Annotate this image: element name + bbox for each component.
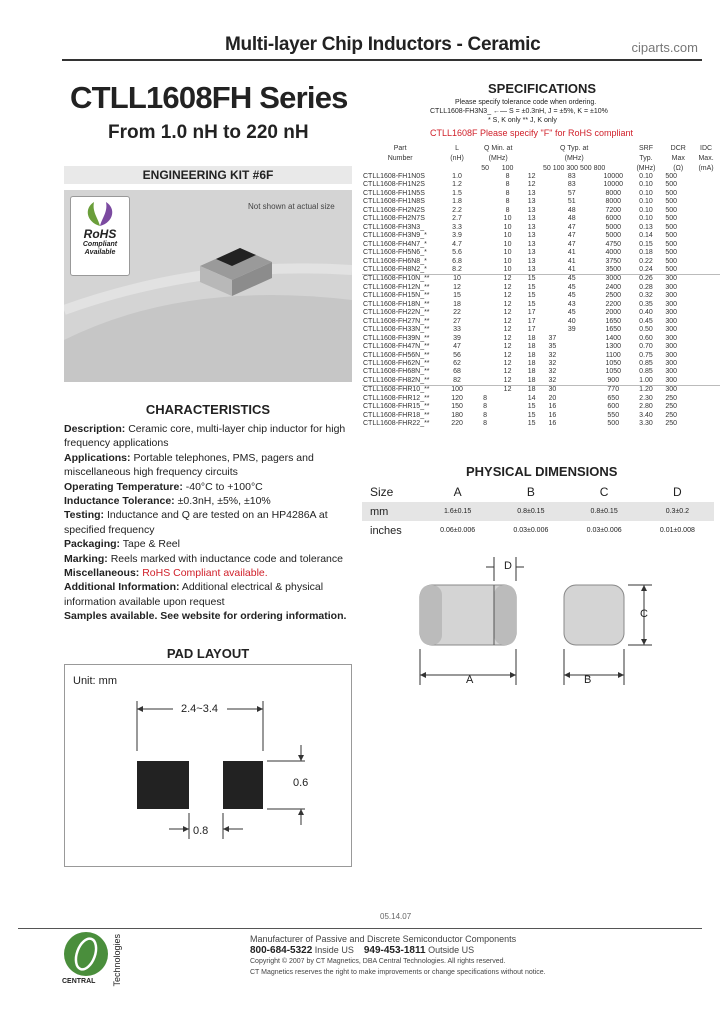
spec-header-row-2: Number (nH) (MHz) (MHz) Typ. Max Max. bbox=[387, 155, 714, 162]
spec-rohs-note: CTLL1608F Please specify "F" for RoHS compliant bbox=[430, 128, 633, 138]
specifications-table bbox=[362, 143, 720, 429]
spec-note-tolerance: Please specify tolerance code when ordering. bbox=[455, 99, 597, 106]
spec-row: CTLL1608-FH6N8_* 6.8 10 13 41 3750 0.22 500 bbox=[363, 257, 678, 265]
spec-row: CTLL1608-FH27N_** 27 12 17 40 1650 0.45 300 bbox=[363, 317, 678, 325]
physical-dimensions-table bbox=[362, 482, 714, 540]
spec-row: CTLL1608-FH56N_** 56 12 18 32 1100 0.75 300 bbox=[363, 351, 678, 359]
engineering-kit-label: ENGINEERING KIT #6F bbox=[64, 166, 352, 184]
spec-row: CTLL1608-FHR18_** 180 8 15 16 550 3.40 250 bbox=[363, 411, 678, 419]
spec-row: CTLL1608-FH12N_** 12 12 15 45 2400 0.28 300 bbox=[363, 283, 678, 291]
characteristics-list bbox=[64, 422, 354, 624]
spec-row: CTLL1608-FH2N7S 2.7 10 13 48 6000 0.10 500 bbox=[363, 215, 678, 223]
rohs-title: RoHS bbox=[83, 227, 117, 241]
pad-height-dim: 0.6 bbox=[293, 777, 309, 789]
spec-row: CTLL1608-FH82N_** 82 12 18 32 900 1.00 300 bbox=[363, 376, 678, 384]
spec-row: CTLL1608-FH5N6_* 5.6 10 13 41 4000 0.18 500 bbox=[363, 249, 678, 257]
physical-dimensions-heading: PHYSICAL DIMENSIONS bbox=[466, 464, 618, 479]
spec-row: CTLL1608-FH39N_** 39 12 18 37 1400 0.60 300 bbox=[363, 334, 678, 342]
spec-row: CTLL1608-FH18N_** 18 12 15 43 2200 0.35 300 bbox=[363, 300, 678, 308]
spec-row: CTLL1608-FH3N9_* 3.9 10 13 47 5000 0.14 500 bbox=[363, 232, 678, 240]
spec-row: CTLL1608-FH62N_** 62 12 18 32 1050 0.85 300 bbox=[363, 359, 678, 367]
page-header-title: Multi-layer Chip Inductors - Ceramic bbox=[225, 34, 541, 55]
spec-row: CTLL1608-FHR15_** 150 8 15 16 600 2.80 250 bbox=[363, 403, 678, 411]
pad-layout-diagram bbox=[64, 664, 352, 867]
spec-note-asterisks: * S, K only ** J, K only bbox=[488, 117, 557, 124]
spec-row: CTLL1608-FH2N2S 2.2 8 13 48 7200 0.10 500 bbox=[363, 206, 678, 214]
logo-vertical-text: Technologies bbox=[112, 934, 122, 987]
spec-row: CTLL1608-FH47N_** 47 12 18 35 1300 0.70 300 bbox=[363, 343, 678, 351]
header-url[interactable]: ciparts.com bbox=[631, 40, 698, 55]
spec-row: CTLL1608-FH10N_** 10 12 15 45 3000 0.26 300 bbox=[362, 275, 720, 284]
rohs-available: Available bbox=[84, 249, 116, 256]
logo-text: CENTRAL bbox=[62, 978, 96, 985]
spec-row: CTLL1608-FHR10_** 100 12 18 30 770 1.20 300 bbox=[362, 386, 720, 395]
spec-row: CTLL1608-FH1N5S 1.5 8 13 57 8000 0.10 500 bbox=[363, 189, 678, 197]
char-marking: Marking: Reels marked with inductance code and tolerance bbox=[64, 552, 343, 565]
char-misc: Miscellaneous: RoHS Compliant available. bbox=[64, 567, 268, 580]
dim-label-d: D bbox=[504, 560, 512, 572]
dim-label-a: A bbox=[466, 674, 474, 686]
char-testing: Testing: Inductance and Q are tested on an HP4286A at specified frequency bbox=[64, 509, 328, 536]
samples-note: Samples available. See website for ordering information. bbox=[64, 610, 347, 623]
phone-inside-us[interactable]: 800-684-5322 bbox=[250, 945, 313, 956]
photo-scale-note: Not shown at actual size bbox=[248, 202, 335, 211]
pad-width-dim: 2.4~3.4 bbox=[181, 703, 219, 715]
char-additional: Additional Information: Additional electrical & physical information available upon request bbox=[64, 581, 324, 608]
pad-unit: Unit: mm bbox=[73, 675, 117, 687]
spec-row: CTLL1608-FH68N_** 68 12 18 32 1050 0.85 300 bbox=[363, 368, 678, 376]
char-packaging: Packaging: Tape & Reel bbox=[64, 538, 180, 551]
spec-row: CTLL1608-FH8N2_* 8.2 10 13 41 3500 0.24 500 bbox=[363, 265, 678, 273]
spec-row: CTLL1608-FH22N_** 22 12 17 45 2000 0.40 300 bbox=[363, 309, 678, 317]
dim-label-c: C bbox=[640, 608, 648, 620]
spec-row: CTLL1608-FH3N3_ 3.3 10 13 47 5000 0.13 500 bbox=[363, 223, 678, 231]
specifications-heading: SPECIFICATIONS bbox=[488, 81, 597, 96]
footer-divider bbox=[18, 928, 702, 929]
characteristics-heading: CHARACTERISTICS bbox=[145, 402, 271, 417]
spec-body bbox=[362, 173, 720, 429]
rohs-compliant: Compliant bbox=[82, 241, 118, 248]
spec-row: CTLL1608-FH1N2S 1.2 8 12 83 10000 0.10 500 bbox=[363, 181, 678, 189]
spec-row: CTLL1608-FHR22_** 220 8 15 16 500 3.30 250 bbox=[363, 420, 678, 428]
dim-label-b: B bbox=[584, 674, 592, 686]
spec-row: CTLL1608-FH4N7_* 4.7 10 13 47 4750 0.15 500 bbox=[363, 240, 678, 248]
char-operating-temp: Operating Temperature: -40°C to +100°C bbox=[64, 480, 263, 493]
inductance-range: From 1.0 nH to 220 nH bbox=[108, 122, 309, 143]
spec-row: CTLL1608-FH1N8S 1.8 8 13 51 8000 0.10 500 bbox=[363, 198, 678, 206]
phys-inches-row: inches 0.06±0.006 0.03±0.006 0.03±0.006 0.01±0.008 bbox=[362, 521, 714, 540]
pad-gap-dim: 0.8 bbox=[193, 825, 209, 837]
footer-info: Manufacturer of Passive and Discrete Semiconductor Components 800-684-5322 Inside US 949-453-1811 Outside US Copyright © 2007 by CT Magnetics, DBA Central Technologies. All rights reserved. CT Magnetics reserves the right to make improvements or change specifications without notice. bbox=[250, 934, 546, 976]
chip-inductor-image bbox=[196, 244, 274, 298]
spec-header-row-3: 50 100 50 100 300 500 800 (MHz) (Ω) (mA) bbox=[481, 165, 714, 172]
pad-layout-heading: PAD LAYOUT bbox=[166, 646, 250, 661]
spec-row: CTLL1608-FH33N_** 33 12 17 39 1650 0.50 300 bbox=[363, 326, 678, 334]
phys-header-row: Size A B C D bbox=[370, 485, 682, 499]
physical-dimensions-drawing bbox=[362, 545, 714, 695]
spec-row: CTLL1608-FHR12_** 120 8 14 20 650 2.30 250 bbox=[363, 394, 678, 402]
char-tolerance: Inductance Tolerance: ±0.3nH, ±5%, ±10% bbox=[64, 495, 271, 508]
logo-swirl bbox=[64, 932, 108, 976]
leaf-icon bbox=[80, 200, 120, 228]
phone-outside-us[interactable]: 949-453-1811 bbox=[363, 945, 426, 956]
spec-row: CTLL1608-FH15N_** 15 12 15 45 2500 0.32 300 bbox=[363, 292, 678, 300]
phys-mm-row: mm 1.6±0.15 0.8±0.15 0.8±0.15 0.3±0.2 bbox=[362, 502, 714, 521]
rohs-badge bbox=[70, 196, 130, 276]
char-applications: Applications: Portable telephones, PMS, pagers and miscellaneous high frequency circuits bbox=[64, 451, 314, 479]
central-logo-icon bbox=[64, 932, 108, 976]
spec-header-row-1: Part L Q Min. at Q Typ. at SRF DCR IDC bbox=[393, 145, 713, 152]
series-title: CTLL1608FH Series bbox=[70, 80, 348, 115]
char-description: Description: Ceramic core, multi-layer chip inductor for high frequency applications bbox=[64, 423, 346, 450]
spec-note-codes: CTLL1608-FH3N3_ ←— S = ±0.3nH, J = ±5%, K = ±10% bbox=[430, 108, 608, 115]
pad-drawing bbox=[65, 665, 353, 868]
header-divider bbox=[62, 59, 702, 61]
document-date: 05.14.07 bbox=[380, 912, 412, 921]
spec-row: CTLL1608-FH1N0S 1.0 8 12 83 10000 0.10 500 bbox=[363, 173, 678, 180]
